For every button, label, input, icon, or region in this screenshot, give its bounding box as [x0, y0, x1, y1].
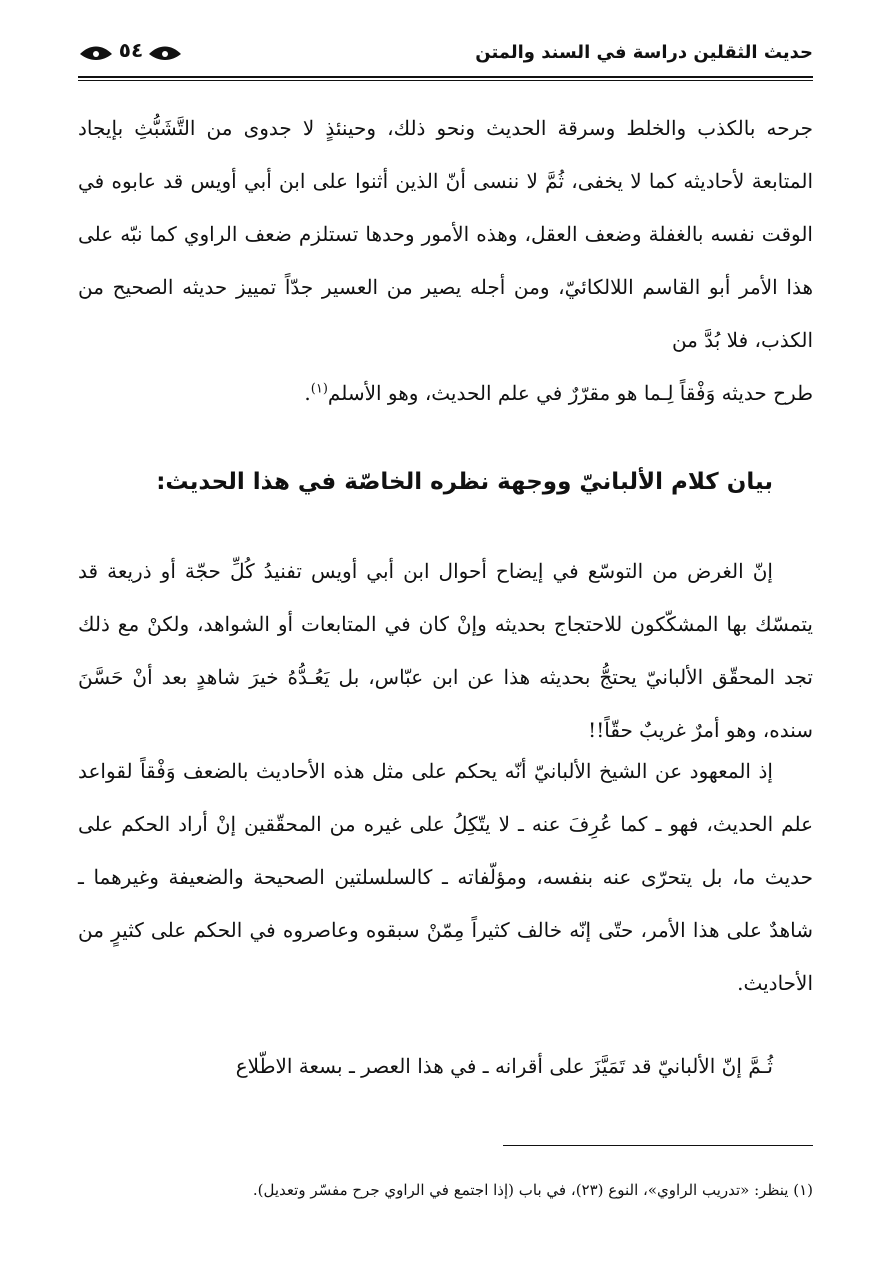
- paragraph-3: إذ المعهود عن الشيخ الألبانيّ أنّه يحكم على مثل هذه الأحاديث بالضعف وَفْقاً لقواعد علم الحديث، فهو ـ كما عُرِفَ عنه ـ لا يتّكِلُ على غيره من المحقّقين إنْ أراد الحكم على حديث ما، بل يتحرّى عنه بنفسه، ومؤلّفاته ـ كالسلسلتين الصحيحة والضعيفة وغيرهما ـ شاهدٌ على هذا الأمر، حتّى إنّه خالف كثيراً مِمّنْ سبقوه وعاصروه في الحكم على كثيرٍ من الأحاديث.: [78, 759, 813, 995]
- footnote-reference: (١): [310, 381, 328, 397]
- section-heading: بيان كلام الألبانيّ ووجهة نظره الخاصّة في هذا الحديث:: [156, 469, 773, 495]
- paragraph-1: جرحه بالكذب والخلط وسرقة الحديث ونحو ذلك، وحينئذٍ لا جدوى من التَّشَبُّثِ بإيجاد المتابعة لأحاديثه كما لا يخفى، ثُمَّ لا ننسى أنّ الذين أثنوا على ابن أبي أويس قد عابوه في الوقت نفسه بالغفلة وضعف العقل، وهذه الأمور وحدها تستلزم ضعف الراوي كما نبّه على هذا الأمر أبو القاسم اللالكائيّ، ومن أجله يصير من العسير جدّاً تمييز حديثه الصحيح من الكذب، فلا بُدَّ من: [78, 116, 813, 352]
- book-page: [78, 0, 813, 1271]
- paragraph-1-last-line-text: طرح حديثه وَفْقاً لِـما هو مقرّرٌ في علم الحديث، وهو الأسلم: [327, 381, 813, 405]
- running-header-title: حديث الثقلين دراسة في السند والمتن: [475, 42, 813, 63]
- paragraph-1-last-line: طرح حديثه وَفْقاً لِـما هو مقرّرٌ في علم الحديث، وهو الأسلم$^{(١)}$.: [304, 381, 813, 405]
- footnote: (١) ينظر: «تدريب الراوي»، النوع (٢٣)، في باب (إذا اجتمع في الراوي جرح مفسّر وتعديل).: [252, 1181, 813, 1199]
- footnote-separator: [503, 1145, 813, 1146]
- page-number: ٥٤: [113, 38, 149, 62]
- running-header: [78, 38, 813, 74]
- paragraph-4: ثُـمَّ إنّ الألبانيّ قد تَمَيَّزَ على أقرانه ـ في هذا العصر ـ بسعة الاطّلاع: [235, 1054, 773, 1078]
- header-rule: [78, 76, 813, 78]
- paragraph-2: إنّ الغرض من التوسّع في إيضاح أحوال ابن أبي أويس تفنيدُ كُلِّ حجّة أو ذريعة قد يتمسّك بها المشكّكون للاحتجاج بحديثه وإنْ كان في المتابعات أو الشواهد، ولكنْ مع ذلك تجد المحقّق الألبانيّ يحتجُّ بحديثه هذا عن ابن عبّاس، بل يَعُـدُّهُ خيرَ شاهدٍ بعد أنْ حَسَّنَ سنده، وهو أمرٌ غريبٌ حقّاً!!: [78, 559, 813, 742]
- header-rule-thin: [78, 80, 813, 81]
